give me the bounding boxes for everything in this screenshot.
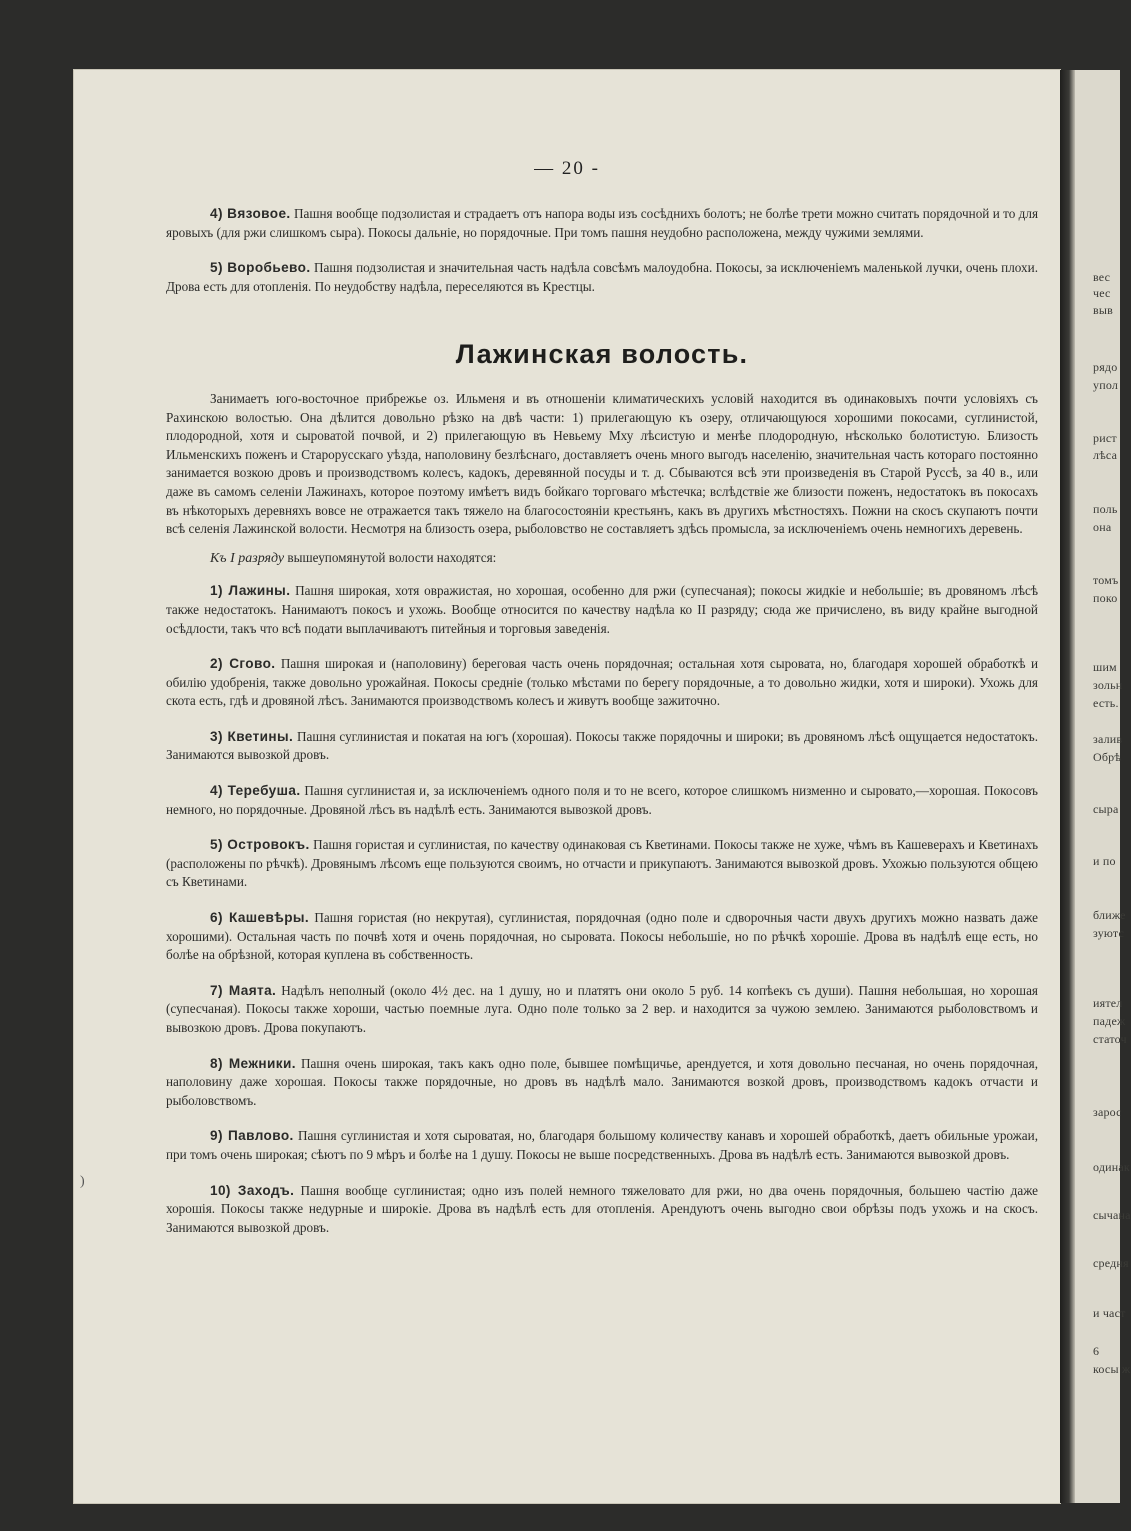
village-name: 4) Вязовое. (210, 206, 291, 221)
adjacent-text-fragment: сыра (1093, 802, 1119, 816)
village-name: 1) Лажины. (210, 583, 291, 599)
adjacent-text-fragment: вес (1093, 270, 1111, 284)
page-body (166, 205, 1038, 1243)
adjacent-text-fragment: падеж (1093, 1014, 1126, 1028)
adjacent-text-fragment: лѣса (1093, 448, 1118, 462)
village-description: Пашня суглинистая и покатая на югъ (хорошая). Покосы также порядочны и широки; въ дровяномъ лѣсѣ ощущается недостатокъ. Занимаются вывозкой дровъ. (166, 728, 1038, 763)
village-name: 5) Воробьево. (210, 260, 311, 276)
adjacent-text-fragment: упол (1093, 378, 1119, 392)
village-entry (166, 1055, 1038, 1111)
adjacent-text-fragment: 6 (1093, 1344, 1100, 1358)
document-page (74, 70, 1060, 1503)
adjacent-text-fragment: сычана (1093, 1208, 1131, 1222)
village-description: Пашня гористая и суглинистая, по качеству одинаковая съ Кветинами. Покосы также не хуже, чѣмъ въ Кашеверахъ и Кветинахъ (расположены по рѣчкѣ). Дровянымъ лѣсомъ еще пользуются своимъ, но отчасти и прикупаютъ. Занимаются вывозкой дровъ. Ухожью пользуются общею съ Кветинами. (166, 837, 1039, 890)
village-description: Пашня широкая, хотя овражистая, но хорошая, особенно для ржи (супесчаная); покосы жидкіе и небольшіе; въ дровяномъ лѣсѣ также недостатокъ. Нанимаютъ покосъ и ухожь. Вообще относится по качеству надѣла ко II разряду; сюда же причислено, въ виду крайне выгодной осѣдлости, такъ что всѣ подати выплачиваютъ питейныя и торговыя заведенія. (166, 583, 1038, 636)
category-label: Къ I разряду (210, 550, 285, 566)
adjacent-text-fragment: и част (1093, 1306, 1126, 1320)
adjacent-text-fragment: чес (1093, 286, 1111, 300)
adjacent-text-fragment: зарос (1093, 1105, 1122, 1119)
adjacent-text-fragment: косы ж (1093, 1362, 1131, 1376)
village-entry (166, 655, 1038, 711)
adjacent-text-fragment: томъ (1093, 573, 1119, 587)
adjacent-text-fragment: поль (1093, 502, 1118, 516)
village-name: 5) Островокъ. (210, 837, 310, 853)
section-heading: Лажинская волость. (455, 339, 749, 370)
village-description: Пашня широкая и (наполовину) береговая часть очень порядочная; остальная хотя сыровата, но, благодаря хорошей обработкѣ и обилію удобренія, также довольно урожайная. Покосы средніе (только мѣстами по берегу порядочные, а то довольно жидки, хотя и широки). Ухожь для скота есть, гдѣ и дровяной лѣсъ. Занимаются производствомъ колесъ и живутъ вообще зажиточно. (166, 656, 1039, 709)
adjacent-text-fragment: выв (1093, 303, 1113, 317)
village-name: 4) Теребуша. (210, 783, 301, 799)
village-entry (166, 982, 1038, 1038)
village-entry (166, 782, 1038, 819)
adjacent-page-edge (1075, 70, 1131, 1503)
village-description: Пашня очень широкая, такъ какъ одно поле, бывшее помѣщичье, арендуется, и хотя довольно песчаная, но очень порядочная, наполовину даже хорошая. Покосы также порядочные, но дровъ въ надѣлѣ мало. Занимаются возкой дровъ, производствомъ кадокъ отчасти и рыболовствомъ. (166, 1055, 1039, 1108)
village-description: Пашня гористая (но некрутая), суглинистая, порядочная (одно поле и сдворочныя части двухъ другихъ можно назвать даже хорошими). Остальная часть по почвѣ хотя и очень порядочная, но сыровата. Покосы небольшіе, но по рѣчкѣ хорошіе. Дрова въ надѣлѣ еще есть, но болѣе на обрѣзной, которая куплена въ собственность. (166, 910, 1038, 963)
village-name: 3) Кветины. (210, 728, 294, 744)
village-entry (166, 582, 1038, 638)
village-entry (166, 259, 1038, 296)
village-name: 8) Межники. (210, 1055, 296, 1071)
village-name: 2) Сгово. (210, 656, 276, 672)
village-name: 6) Кашевѣры. (210, 910, 310, 926)
village-entry (166, 205, 1038, 242)
village-entry (166, 728, 1038, 765)
category-text: вышеупомянутой волости находятся: (284, 549, 497, 565)
village-name: 9) Павлово. (210, 1128, 294, 1144)
category-intro (166, 549, 1038, 569)
adjacent-text-fragment: и по (1093, 854, 1116, 868)
village-name: 7) Маята. (210, 982, 277, 998)
village-entry (166, 909, 1038, 965)
village-description: Пашня суглинистая и, за исключеніемъ одного поля и то не всего, которое слишкомъ низменно и сыровато,—хорошая. Покосовъ немного, но порядочные. Дровяной лѣсъ въ надѣлѣ есть. Занимаются вывозкой дровъ. (166, 783, 1039, 817)
page-number: — 20 - (534, 158, 600, 179)
adjacent-text-fragment: ближе (1093, 908, 1126, 922)
village-description: Пашня вообще суглинистая; одно изъ полей немного тяжеловато для ржи, но два очень порядочныя, большею частію даже хорошія. Покосы также недурные и широкіе. Дрова въ надѣлѣ есть для отопленія. Арендуютъ очень выгодно свои обрѣзы подъ ухожь и на скосъ. Занимаются вывозкой дровъ. (166, 1182, 1039, 1235)
adjacent-text-fragment: рядо (1093, 360, 1118, 374)
book-gutter (1060, 70, 1075, 1503)
village-description: Пашня суглинистая и хотя сыроватая, но, благодаря большому количеству канавъ и хорошей обработкѣ, даетъ обильные урожаи, при томъ очень широкая; сѣютъ по 9 мѣръ и болѣе на 1 душу. Покосы не выше посредственныхъ. Дрова въ надѣлѣ есть. Занимаются вывозкой дровъ. (166, 1128, 1038, 1162)
adjacent-text-fragment: поко (1093, 591, 1118, 605)
adjacent-text-fragment: рист (1093, 431, 1117, 445)
adjacent-text-fragment: статоч (1093, 1032, 1127, 1046)
village-entry (166, 1182, 1038, 1238)
village-entry (166, 1127, 1038, 1164)
adjacent-text-fragment: она (1093, 520, 1112, 534)
adjacent-text-fragment: есть. (1093, 696, 1119, 710)
adjacent-text-fragment: зуютс (1093, 926, 1125, 940)
adjacent-text-fragment: иятел (1093, 996, 1123, 1010)
village-description: Пашня вообще подзолистая и страдаетъ отъ напора воды изъ сосѣднихъ болотъ; не болѣе трети можно считать порядочной и то для яровыхъ (для ржи слишкомъ сыра). Покосы дальніе, но порядочные. При томъ пашня неудобно расположена, между чужими землями. (166, 206, 1039, 240)
adjacent-text-fragment: средня (1093, 1256, 1129, 1270)
adjacent-text-fragment: зольн (1093, 678, 1123, 692)
section-intro: Занимаетъ юго-восточное прибрежье оз. Ильменя и въ отношеніи климатическихъ условій находится въ одинаковыхъ почти условіяхъ съ Рахинскою волостью. Она дѣлится довольно рѣзко на двѣ части: 1) прилегающую къ озеру, отличающуюся хорошими покосами, суглинистой, плодородной, хотя и сыроватой почвой, и 2) прилегающую въ Невьему Мху лѣсистую и менѣе плодородную, нѣсколько болотистую. Близость Ильменскихъ поженъ и Старорусскаго уѣзда, наполовину безлѣснаго, доставляетъ очень много выгодъ населенію, значительная часть котораго постоянно занимается возкою дровъ и производствомъ колесъ, кадокъ, деревянной посуды и т. д. Сбываются всѣ эти произведенія въ Старой Руссѣ, за 40 в., или даже въ самомъ селеніи Лажинахъ, которое поэтому имѣетъ видъ бойкаго торговаго мѣстечка; вслѣдствіе же близости поженъ, недостатокъ въ покосахъ въ нѣкоторыхъ деревняхъ вовсе не отражается такъ тяжело на благосостояніи крестьянъ, какъ въ другихъ мѣстностяхъ. Пожни на скосъ скупаютъ почти всѣ селенія Лажинской волости. Несмотря на близость озера, рыболовство не составляетъ здѣсь промысла, за исключеніемъ очень немногихъ деревень. (166, 390, 1038, 537)
adjacent-text-fragment: шим (1093, 660, 1117, 674)
village-description: Пашня подзолистая и значительная часть надѣла совсѣмъ малоудобна. Покосы, за исключеніемъ маленькой лучки, очень плохи. Дрова есть для отопленія. По неудобству надѣла, переселяются въ Крестцы. (166, 260, 1038, 294)
village-description: Надѣлъ неполный (около 4½ дес. на 1 душу, но и платятъ они около 5 руб. 14 копѣекъ съ души). Пашня небольшая, но хорошая (супесчаная). Покосы также хороши, частью поемные луга. Одно поле только за 2 вер. и находится за чужою землею. Занимаются рыболовствомъ и вывозкою дровъ. Дрова покупаютъ. (166, 982, 1038, 1035)
village-entry (166, 836, 1038, 892)
village-name: 10) Заходъ. (210, 1182, 295, 1198)
adjacent-text-fragment: Обрѣ (1093, 750, 1122, 764)
margin-mark: ) (80, 1174, 85, 1189)
adjacent-text-fragment: одинак (1093, 1160, 1130, 1174)
adjacent-text-fragment: залив (1093, 732, 1123, 746)
